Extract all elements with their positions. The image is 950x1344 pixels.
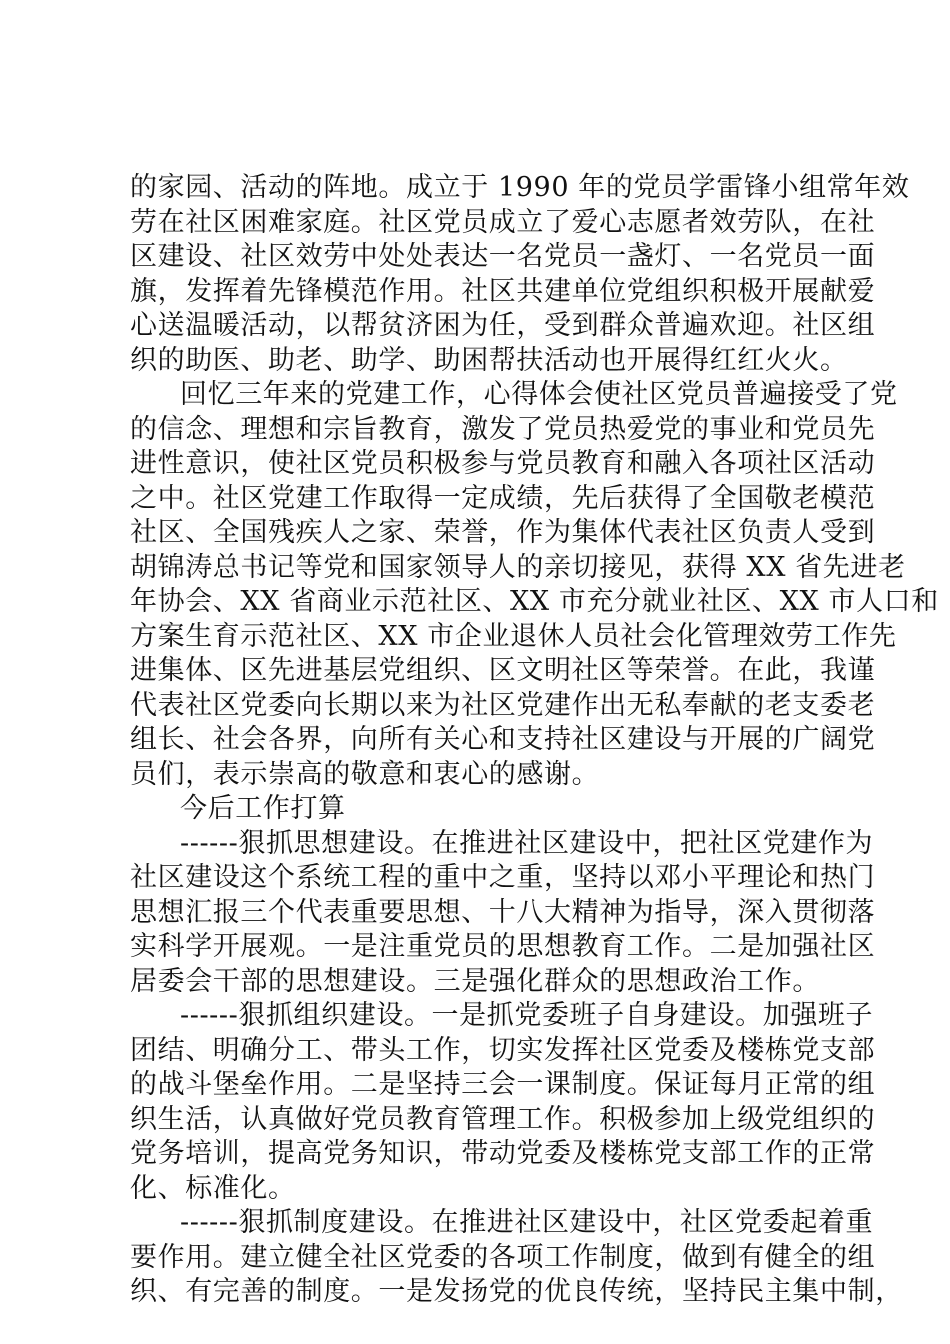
text-line: 织生活，认真做好党员教育管理工作。积极参加上级党组织的	[130, 1103, 876, 1135]
text-line: 方案生育示范社区、XX 市企业退休人员社会化管理效劳工作先	[130, 620, 897, 652]
text-line: ------狠抓制度建设。在推进社区建设中，社区党委起着重	[180, 1207, 874, 1238]
text-line: 进集体、区先进基层党组织、区文明社区等荣誉。在此，我谨	[130, 655, 876, 686]
text-line: 年协会、XX 省商业示范社区、XX 市充分就业社区、XX 市人口和	[130, 586, 939, 617]
text-line: 员们，表示崇高的敬意和衷心的感谢。	[130, 758, 600, 790]
text-line: 社区、全国残疾人之家、荣誉，作为集体代表社区负责人受到	[130, 517, 876, 548]
text-line: 回忆三年来的党建工作，心得体会使社区党员普遍接受了党	[180, 379, 898, 410]
text-line: 实科学开展观。一是注重党员的思想教育工作。二是加强社区	[130, 931, 876, 962]
text-line: ------狠抓组织建设。一是抓党委班子自身建设。加强班子	[180, 1000, 874, 1031]
text-line: 今后工作打算	[180, 793, 346, 824]
document-body	[130, 171, 939, 1310]
text-line: 的信念、理想和宗旨教育，激发了党员热爱党的事业和党员先	[130, 413, 876, 445]
text-line: ------狠抓思想建设。在推进社区建设中，把社区党建作为	[180, 827, 874, 859]
text-line: 胡锦涛总书记等党和国家领导人的亲切接见，获得 XX 省先进老	[130, 551, 906, 583]
text-line: 之中。社区党建工作取得一定成绩，先后获得了全国敬老模范	[130, 482, 876, 514]
text-line: 团结、明确分工、带头工作，切实发挥社区党委及楼栋党支部	[130, 1034, 876, 1066]
text-line: 织的助医、助老、助学、助困帮扶活动也开展得红红火火。	[130, 344, 848, 376]
text-line: 区建设、社区效劳中处处表达一名党员一盏灯、一名党员一面	[130, 241, 876, 272]
text-line: 组长、社会各界，向所有关心和支持社区建设与开展的广阔党	[130, 724, 876, 755]
text-line: 代表社区党委向长期以来为社区党建作出无私奉献的老支委老	[130, 689, 876, 721]
text-line: 居委会干部的思想建设。三是强化群众的思想政治工作。	[130, 965, 820, 997]
text-line: 织、有完善的制度。一是发扬党的优良传统，坚持民主集中制，	[130, 1276, 903, 1307]
text-line: 化、标准化。	[130, 1172, 296, 1204]
text-line: 思想汇报三个代表重要思想、十八大精神为指导，深入贯彻落	[130, 896, 876, 928]
text-line: 进性意识，使社区党员积极参与党员教育和融入各项社区活动	[130, 448, 876, 479]
text-line: 的家园、活动的阵地。成立于 1990 年的党员学雷锋小组常年效	[130, 172, 910, 203]
text-line: 旗，发挥着先锋模范作用。社区共建单位党组织积极开展献爱	[130, 275, 876, 307]
text-line: 社区建设这个系统工程的重中之重，坚持以邓小平理论和热门	[130, 862, 876, 893]
text-line: 党务培训，提高党务知识，带动党委及楼栋党支部工作的正常	[130, 1138, 876, 1169]
text-line: 的战斗堡垒作用。二是坚持三会一课制度。保证每月正常的组	[130, 1069, 876, 1100]
text-line: 心送温暖活动，以帮贫济困为任，受到群众普遍欢迎。社区组	[130, 310, 876, 341]
text-line: 要作用。建立健全社区党委的各项工作制度，做到有健全的组	[130, 1241, 876, 1273]
text-line: 劳在社区困难家庭。社区党员成立了爱心志愿者效劳队，在社	[130, 206, 876, 238]
